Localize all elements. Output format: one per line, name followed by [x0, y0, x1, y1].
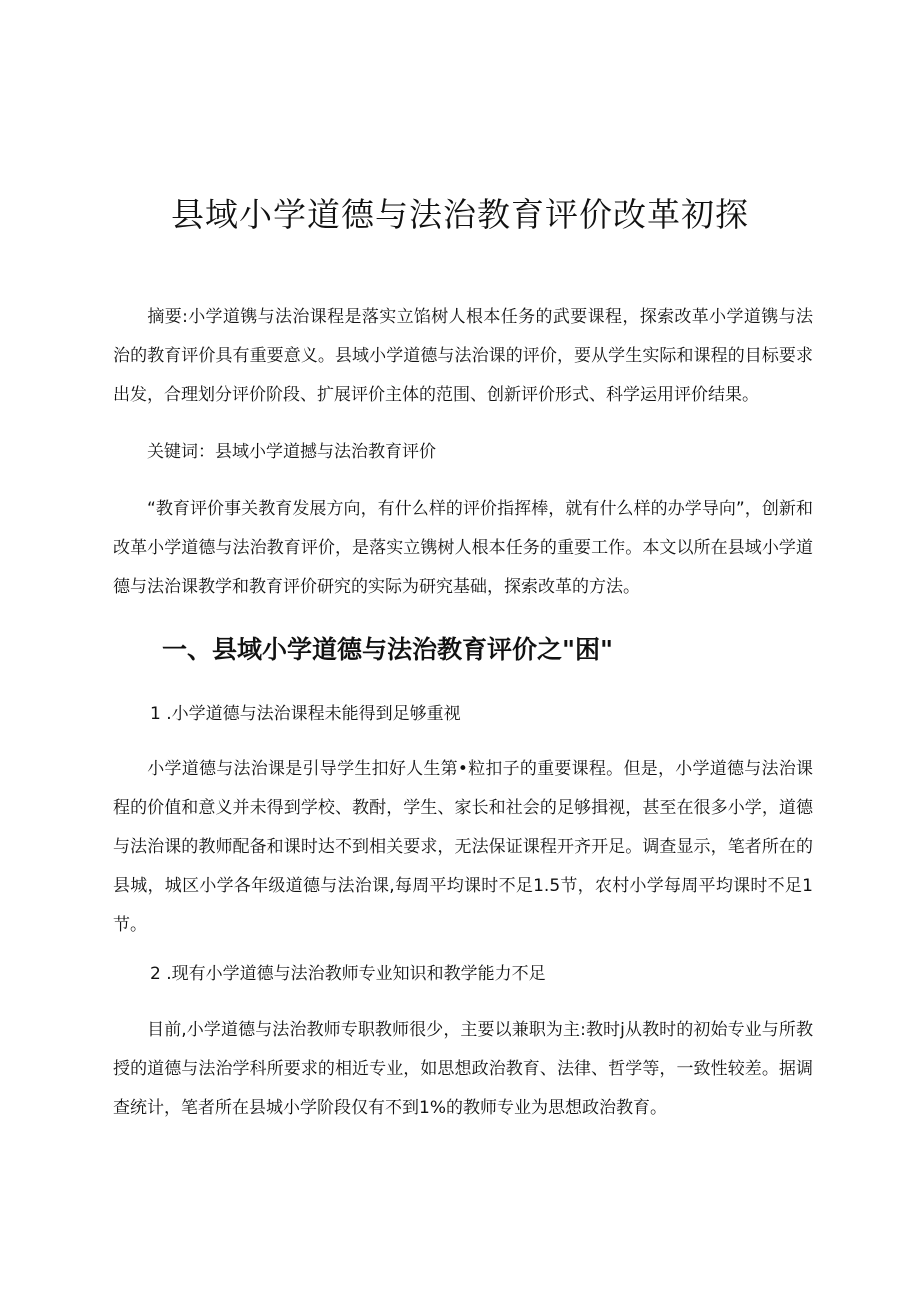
subsection-2-text: 目前,小学道德与法治教师专职教师很少，主要以兼职为主:教时j从教时的初始专业与所教授的道德与法治学科所要求的相近专业，如思想政治教育、法律、哲学等，一致性较差。据调查统计，笔者所在县城小学阶段仅有不到1%的教师专业为思想政治教育。: [113, 1020, 813, 1118]
section-heading: 一、县域小学道德与法治教育评价之"困": [162, 635, 614, 664]
subsection-1-paragraph: [113, 750, 813, 945]
subsection-1-text: 小学道德与法治课是引导学生扣好人生第•粒扣子的重要课程。但是，小学道德与法治课程的价值和意义并未得到学校、教酎，学生、家长和社会的足够揖视，甚至在很多小学，道德与法治课的教师配备和课时达不到相关要求，无法保证课程开齐开足。调查显示，笔者所在的县城，城区小学各年级道德与法治课,每周平均课时不足1.5节，农村小学每周平均课时不足1节。: [113, 759, 813, 935]
intro-text: “教育评价事关教育发展方向，有什么样的评价指挥棒，就有什么样的办学导向”，创新和改革小学道德与法治教育评价，是落实立镌树人根本任务的重要工作。本文以所在县域小学道德与法治课教学和教育评价研究的实际为研究基础，探索改革的方法。: [113, 499, 813, 597]
subsection-heading-2: 2 .现有小学道德与法治教师专业知识和教学能力不足: [150, 964, 546, 984]
abstract-text: 摘要:小学道镌与法治课程是落实立馅树人根本任务的武要课程，探索改革小学道镌与法治的教育评价具有重要意义。县域小学道德与法治课的评价，要从学生实际和课程的目标要求出发，合理划分评价阶段、扩展评价主体的范围、创新评价形式、科学运用评价结果。: [113, 307, 813, 405]
keywords-line: 关键词：县域小学道撼与法治教育评价: [147, 442, 436, 462]
subsection-2-paragraph: [113, 1011, 813, 1128]
abstract-paragraph: [113, 298, 813, 415]
subsection-heading-1: 1 .小学道德与法治课程未能得到足够重视: [150, 704, 461, 724]
document-title: 县域小学道德与法治教育评价改革初探: [171, 195, 749, 235]
intro-paragraph: [113, 490, 813, 607]
